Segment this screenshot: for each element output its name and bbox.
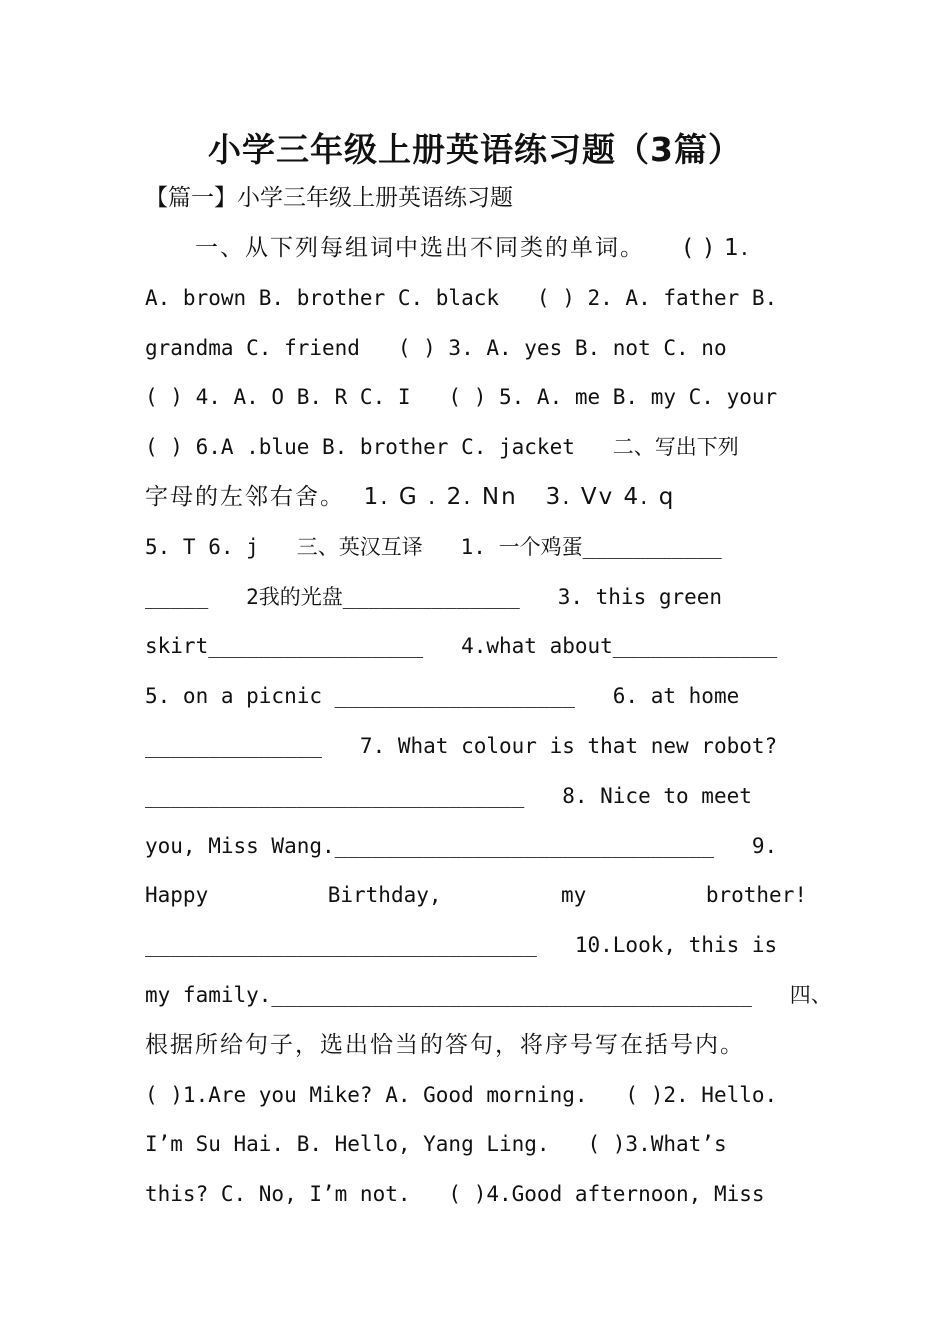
text-line: this? C. No, I’m not. ( )4.Good afternoon, Miss <box>145 1182 765 1207</box>
text-line: 一、从下列每组词中选出不同类的单词。 ( ) 1. <box>145 235 751 261</box>
text-line: 5. T 6. j 三、英汉互译 1. 一个鸡蛋___________ <box>145 534 722 559</box>
text-line: 根据所给句子，选出恰当的答句，将序号写在括号内。 <box>145 1031 745 1058</box>
text-line: grandma C. friend ( ) 3. A. yes B. not C. no <box>145 335 727 360</box>
text-line: my family.______________________________________ 四、 <box>145 982 832 1007</box>
text-line: 字母的左邻右舍。 1. G . 2. Nn 3. Vv 4. q <box>145 483 676 510</box>
text-line: ( ) 4. A. O B. R C. I ( ) 5. A. me B. my C. your <box>145 385 778 410</box>
text-line: ______________________________ 8. Nice to meet <box>145 783 752 808</box>
text-line: I’m Su Hai. B. Hello, Yang Ling. ( )3.What’s <box>145 1132 727 1157</box>
text-line: _____ 2我的光盘______________ 3. this green <box>145 584 723 609</box>
text-line: ( ) 6.A .blue B. brother C. jacket 二、写出下列 <box>145 435 739 460</box>
text-line: 5. on a picnic ___________________ 6. at home <box>145 684 740 709</box>
text-line: ( )1.Are you Mike? A. Good morning. ( )2. Hello. <box>145 1082 778 1107</box>
text-line: skirt_________________ 4.what about_____________ <box>145 634 778 659</box>
text-line: Happy Birthday, my brother! <box>145 883 807 908</box>
exercise-body <box>145 224 832 1220</box>
text-line: you, Miss Wang.______________________________ 9. <box>145 833 778 858</box>
document-title: 小学三年级上册英语练习题（3篇） <box>208 130 742 169</box>
text-line: ______________ 7. What colour is that new robot? <box>145 733 778 758</box>
text-line: A. brown B. brother C. black ( ) 2. A. father B. <box>145 285 778 310</box>
text-line: _______________________________ 10.Look, this is <box>145 933 778 958</box>
section-heading: 【篇一】小学三年级上册英语练习题 <box>145 185 513 211</box>
